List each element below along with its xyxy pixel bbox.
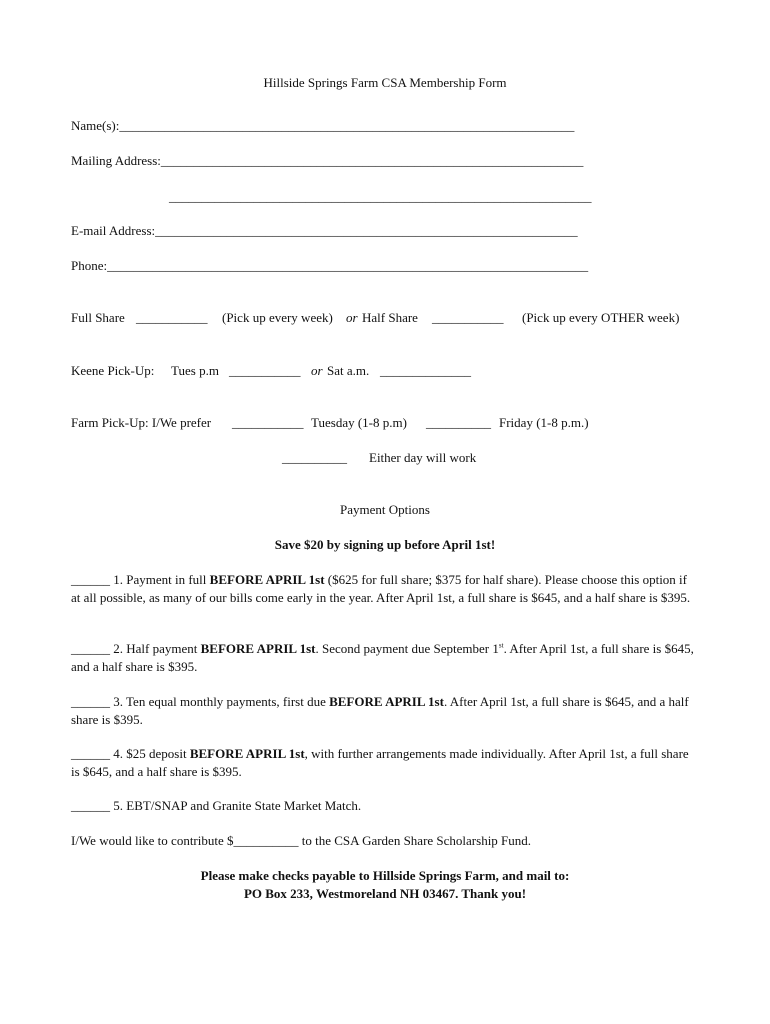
option-4-blank[interactable]: ______ xyxy=(71,746,110,761)
share-or: or xyxy=(346,310,358,325)
keene-or: or xyxy=(311,363,323,378)
early-signup-note: Save $20 by signing up before April 1st! xyxy=(274,537,496,552)
payment-option-1[interactable]: ______ 1. Payment in full BEFORE APRIL 1st ($625 for full share; $375 for half share). Please choose this option if at all possible, as many of our bills come early in the year. After April 1st, a full share is $645, and a half share is $395. xyxy=(71,572,691,605)
email-address-field[interactable]: E-mail Address:_________________________________________________________________ xyxy=(71,223,578,238)
farm-friday-label: Friday (1-8 p.m.) xyxy=(499,415,589,430)
names-field[interactable]: Name(s):______________________________________________________________________ xyxy=(71,118,575,133)
scholarship-contribution-field[interactable]: I/We would like to contribute $__________ to the CSA Garden Share Scholarship Fund. xyxy=(71,833,532,848)
keene-tues-blank[interactable]: ___________ xyxy=(229,363,301,378)
form-title: Hillside Springs Farm CSA Membership Form xyxy=(263,75,507,90)
keene-tues-label: Tues p.m xyxy=(171,363,219,378)
farm-either-label: Either day will work xyxy=(369,450,477,465)
keene-pickup-label: Keene Pick-Up: xyxy=(71,363,155,378)
farm-tuesday-label: Tuesday (1-8 p.m) xyxy=(311,415,407,430)
keene-sat-blank[interactable]: ______________ xyxy=(380,363,471,378)
full-share-blank[interactable]: ___________ xyxy=(136,310,208,325)
full-share-label: Full Share xyxy=(71,310,125,325)
payment-options-heading: Payment Options xyxy=(340,502,430,517)
payment-option-4[interactable]: ______ 4. $25 deposit BEFORE APRIL 1st, with further arrangements made individually. After April 1st, a full share is $645, and a half share is $395. xyxy=(71,746,689,779)
half-share-note: (Pick up every OTHER week) xyxy=(522,310,680,325)
option-2-blank[interactable]: ______ xyxy=(71,641,110,656)
payment-option-2[interactable]: ______ 2. Half payment BEFORE APRIL 1st. Second payment due September 1st. After April 1st, a full share is $645, and a half share is $395. xyxy=(71,641,694,674)
farm-pickup-label: Farm Pick-Up: I/We prefer xyxy=(71,415,212,430)
full-share-note: (Pick up every week) xyxy=(222,310,333,325)
mailing-address-line2-field[interactable]: _________________________________________________________________ xyxy=(169,189,592,204)
mailing-address-line: PO Box 233, Westmoreland NH 03467. Thank you! xyxy=(243,886,527,901)
payment-option-3[interactable]: ______ 3. Ten equal monthly payments, first due BEFORE APRIL 1st. After April 1st, a full share is $645, and a half share is $395. xyxy=(71,694,689,727)
checks-payable-line: Please make checks payable to Hillside Springs Farm, and mail to: xyxy=(200,868,570,883)
option-1-blank[interactable]: ______ xyxy=(71,572,110,587)
half-share-label: Half Share xyxy=(362,310,418,325)
payment-option-5[interactable]: ______ 5. EBT/SNAP and Granite State Market Match. xyxy=(71,798,362,813)
option-3-blank[interactable]: ______ xyxy=(71,694,110,709)
farm-either-blank[interactable]: __________ xyxy=(282,450,347,465)
phone-field[interactable]: Phone:__________________________________________________________________________ xyxy=(71,258,589,273)
mailing-address-field[interactable]: Mailing Address:_________________________________________________________________ xyxy=(71,153,584,168)
farm-friday-blank[interactable]: __________ xyxy=(426,415,491,430)
keene-sat-label: Sat a.m. xyxy=(327,363,370,378)
farm-tuesday-blank[interactable]: ___________ xyxy=(232,415,304,430)
half-share-blank[interactable]: ___________ xyxy=(432,310,504,325)
